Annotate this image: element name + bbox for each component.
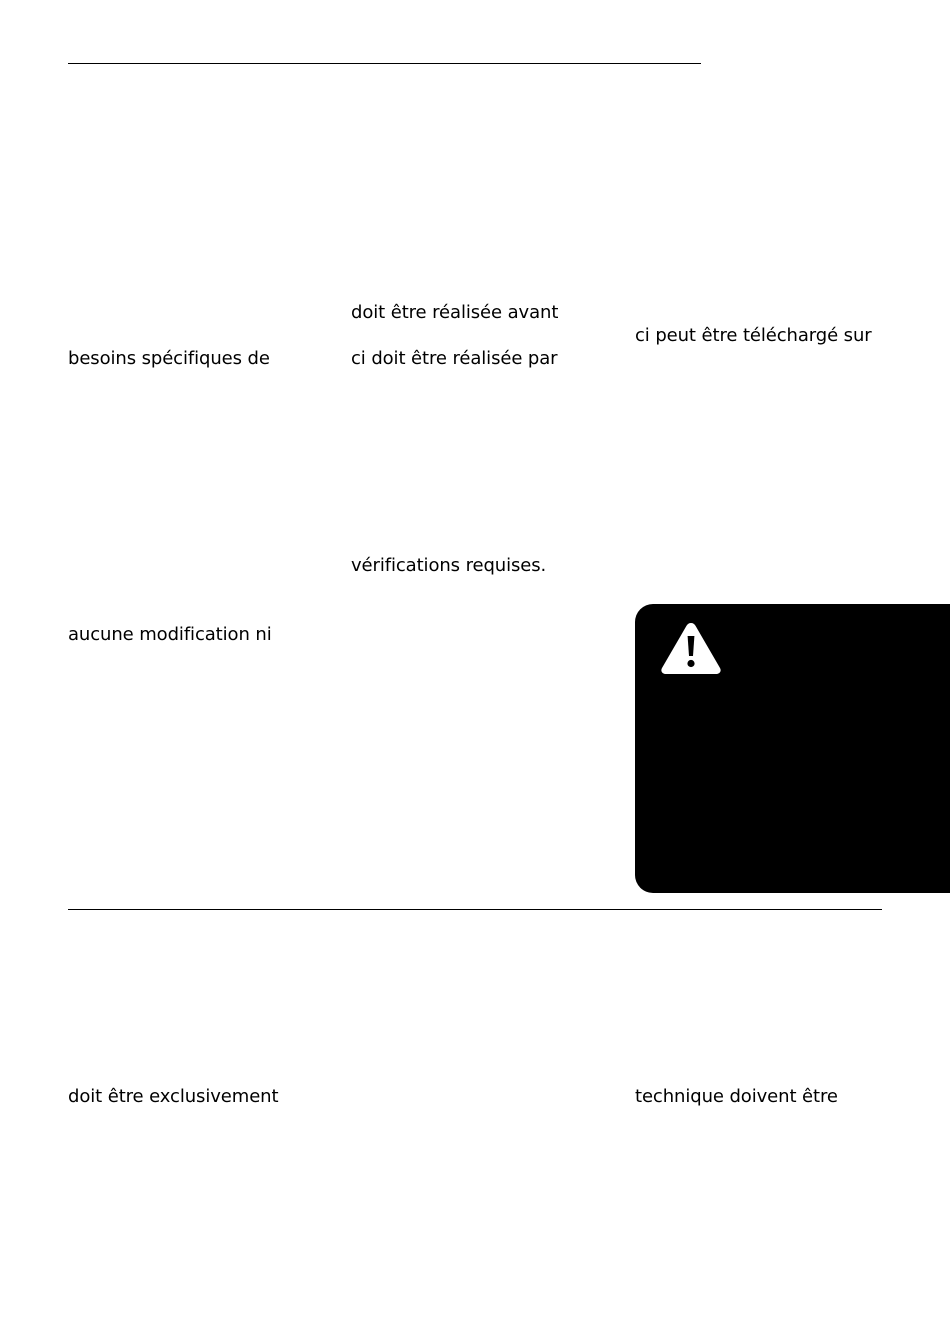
text-fragment: ci doit être réalisée par [351, 348, 558, 369]
top-divider [68, 63, 701, 64]
text-fragment: vérifications requises. [351, 555, 547, 576]
text-fragment: ci peut être téléchargé sur [635, 325, 872, 346]
text-fragment: doit être réalisée avant [351, 302, 559, 323]
warning-triangle-icon [659, 620, 723, 676]
text-fragment: aucune modification ni [68, 624, 272, 645]
section-divider [68, 909, 882, 910]
text-fragment: besoins spécifiques de [68, 348, 270, 369]
text-fragment: technique doivent être [635, 1086, 838, 1107]
text-fragment: doit être exclusivement [68, 1086, 279, 1107]
warning-box [635, 604, 950, 893]
